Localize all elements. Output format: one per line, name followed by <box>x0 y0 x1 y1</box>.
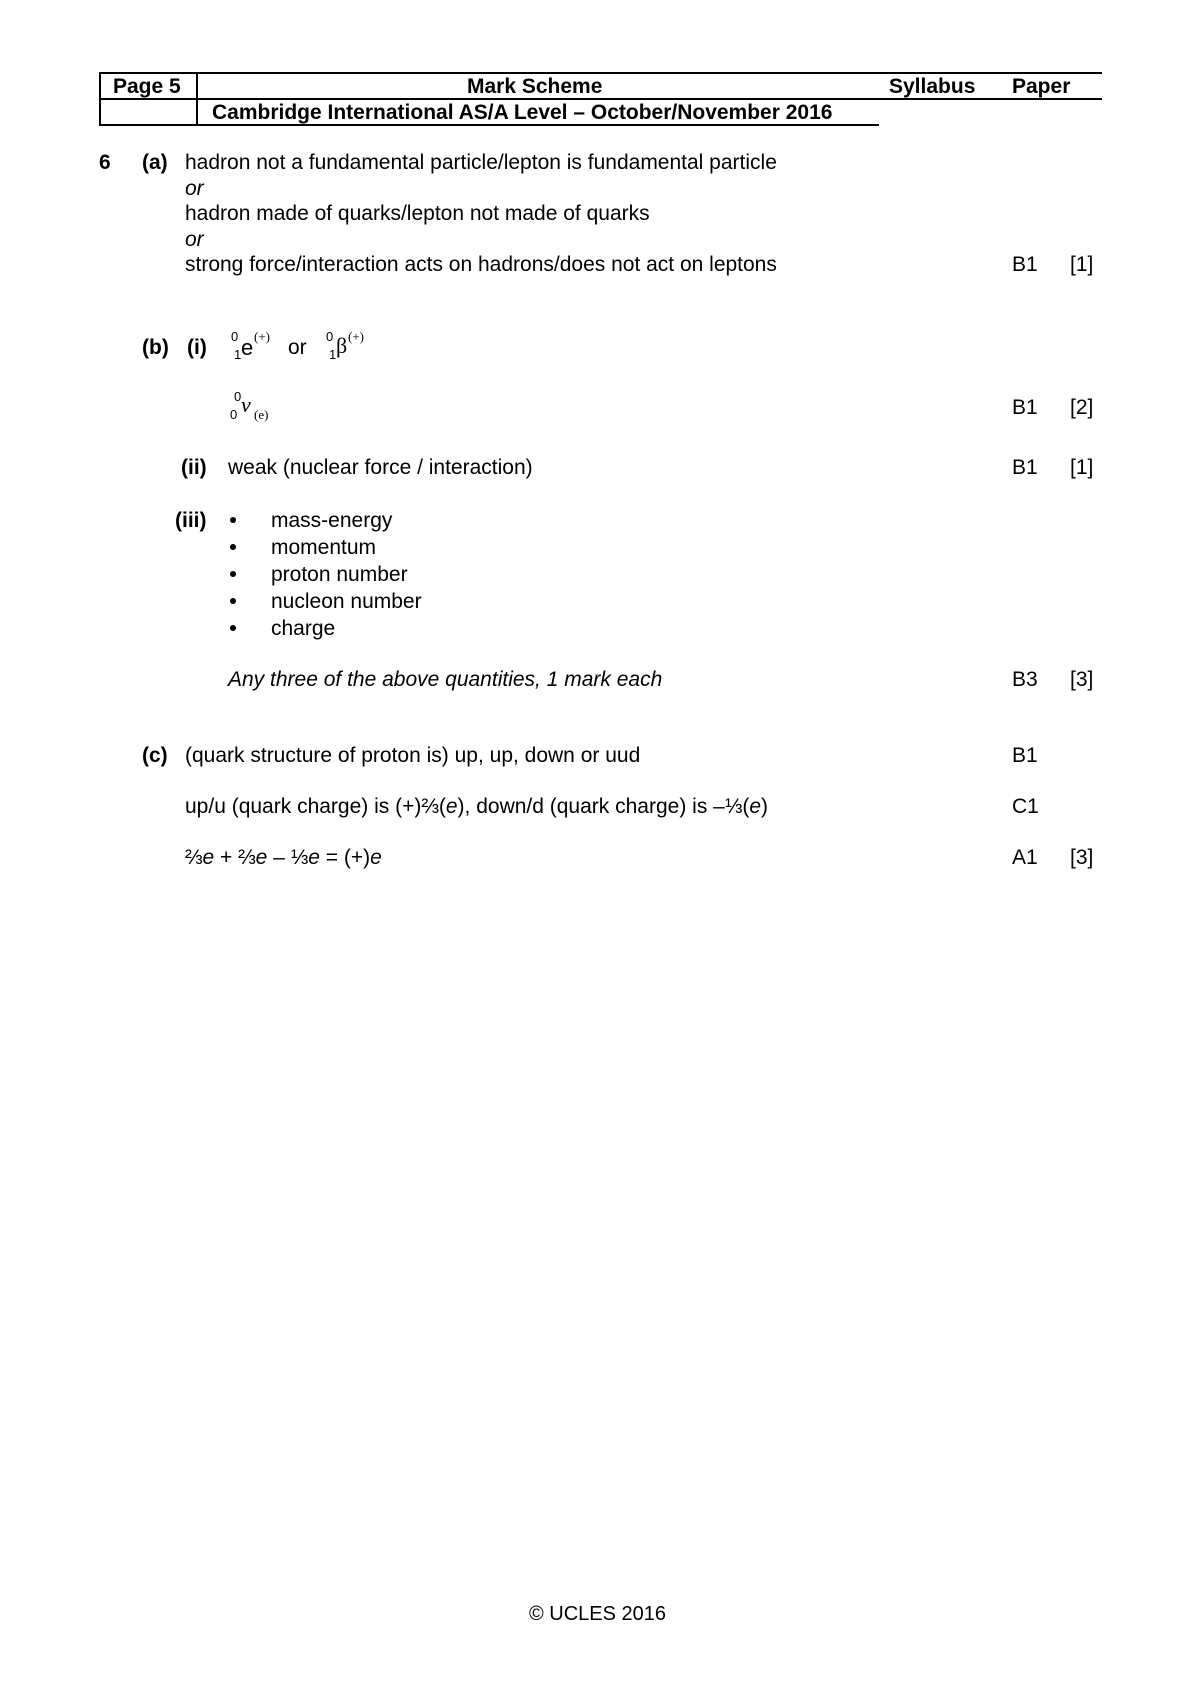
beta-charge-sign: (+) <box>348 329 364 344</box>
header-divider <box>196 72 198 126</box>
neutrino-charge-number: 0 <box>230 407 238 422</box>
part-c-line-1: (quark structure of proton is) up, up, down or uud <box>185 744 641 767</box>
neutrino-flavour: (e) <box>254 407 269 422</box>
part-c-line-3: ⅔e + ⅔e – ⅓e = (+)e <box>185 846 382 869</box>
beta-mass-number: 0 <box>326 329 334 344</box>
part-b-i-label: (i) <box>187 336 207 359</box>
part-b-iii-label: (iii) <box>175 509 207 532</box>
positron-letter: e <box>241 335 254 360</box>
positron-charge-number: 1 <box>234 347 242 362</box>
part-a-line-2: hadron made of quarks/lepton not made of quarks <box>185 202 650 225</box>
header-mid-border <box>99 98 1102 100</box>
neutrino-letter: ν <box>241 392 251 417</box>
list-item: momentum <box>271 536 377 559</box>
copyright-footer: © UCLES 2016 <box>529 1603 667 1625</box>
positron-mass-number: 0 <box>231 329 239 344</box>
part-a-total: [1] <box>1070 253 1094 276</box>
header-left-border <box>99 72 101 126</box>
paper-heading: Paper <box>1012 75 1071 98</box>
positron-charge-sign: (+) <box>254 329 270 344</box>
bullet-2 <box>230 544 236 550</box>
beta-charge-number: 1 <box>329 347 337 362</box>
header-bottom-border <box>99 124 879 126</box>
part-b-i-or: or <box>288 336 307 359</box>
part-c-mark-1: B1 <box>1012 744 1038 767</box>
part-b-iii-note: Any three of the above quantities, 1 mark each <box>228 668 663 691</box>
list-item: charge <box>271 617 336 640</box>
part-b-label: (b) <box>142 336 169 359</box>
bullet-3 <box>230 571 236 577</box>
list-item: proton number <box>271 563 408 586</box>
part-a-mark: B1 <box>1012 253 1038 276</box>
exam-subtitle: Cambridge International AS/A Level – October/November 2016 <box>212 101 833 124</box>
bullet-1 <box>230 517 236 523</box>
mark-scheme-heading: Mark Scheme <box>467 75 603 98</box>
question-number: 6 <box>99 151 111 174</box>
list-item: mass-energy <box>271 509 393 532</box>
part-b-iii-mark: B3 <box>1012 668 1038 691</box>
part-c-mark-3: A1 <box>1012 846 1038 869</box>
part-b-iii-total: [3] <box>1070 668 1094 691</box>
bullet-5 <box>230 625 236 631</box>
neutrino-mass-number: 0 <box>234 389 242 404</box>
part-b-ii-label: (ii) <box>181 456 207 479</box>
part-a-or-2: or <box>185 228 204 251</box>
part-b-i-mark: B1 <box>1012 396 1038 419</box>
part-a-line-3: strong force/interaction acts on hadrons/does not act on leptons <box>185 253 777 276</box>
part-a-or-1: or <box>185 177 204 200</box>
part-b-ii-total: [1] <box>1070 456 1094 479</box>
header-top-border <box>99 72 1102 74</box>
page-number: Page 5 <box>113 75 181 98</box>
part-a-label: (a) <box>142 151 168 174</box>
part-c-mark-2: C1 <box>1012 795 1039 818</box>
part-a-line-1: hadron not a fundamental particle/lepton is fundamental particle <box>185 151 777 174</box>
part-b-ii-mark: B1 <box>1012 456 1038 479</box>
syllabus-heading: Syllabus <box>889 75 976 98</box>
part-b-i-total: [2] <box>1070 396 1094 419</box>
part-c-label: (c) <box>142 744 168 767</box>
part-c-line-2: up/u (quark charge) is (+)⅔(e), down/d (quark charge) is –⅓(e) <box>185 795 769 818</box>
beta-letter: β <box>336 333 348 358</box>
list-item: nucleon number <box>271 590 422 613</box>
part-c-total: [3] <box>1070 846 1094 869</box>
part-b-ii-text: weak (nuclear force / interaction) <box>228 456 533 479</box>
bullet-4 <box>230 598 236 604</box>
